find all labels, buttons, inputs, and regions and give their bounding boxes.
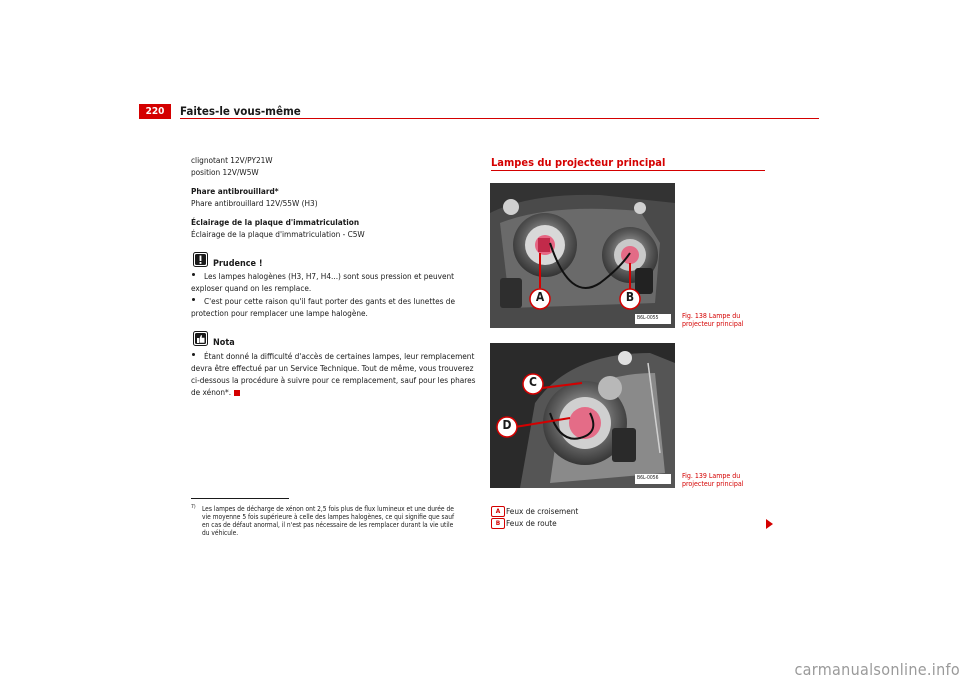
fog-light-text: Phare antibrouillard 12V/55W (H3) bbox=[191, 198, 318, 208]
figure-138-caption-line-1: Fig. 138 Lampe du bbox=[682, 312, 741, 320]
bullet-dot bbox=[192, 353, 195, 356]
plate-light-heading: Éclairage de la plaque d'immatriculation bbox=[191, 217, 360, 227]
figure-label-d: D bbox=[502, 418, 512, 432]
figure-label-c: C bbox=[529, 375, 537, 389]
fog-light-heading: Phare antibrouillard* bbox=[191, 186, 279, 196]
figure-139-caption-line-1: Fig. 139 Lampe du bbox=[682, 472, 741, 480]
caution-bullet-1-line-1: Les lampes halogènes (H3, H7, H4...) sont sous pression et peuvent bbox=[204, 271, 455, 281]
next-page-arrow-icon[interactable] bbox=[766, 519, 773, 529]
figure-label-a: A bbox=[535, 290, 545, 304]
note-line-1: Étant donné la difficulté d'accès de certaines lampes, leur remplacement bbox=[204, 351, 475, 361]
footnote-line-3: en cas de défaut anormal, il n'est pas nécessaire de les remplacer durant la vie utile bbox=[202, 521, 454, 529]
figure-code: B6L-0056 bbox=[637, 475, 659, 481]
figure-139 bbox=[490, 343, 675, 488]
bullet-dot bbox=[192, 273, 195, 276]
note-line-2: devra être effectué par un Service Technique. Tout de même, vous trouverez bbox=[191, 363, 474, 373]
figure-138 bbox=[490, 183, 675, 328]
legend-text-b: Feux de route bbox=[506, 518, 557, 528]
caution-bullet-2-line-1: C'est pour cette raison qu'il faut porter des gants et des lunettes de bbox=[204, 296, 456, 306]
bulb-line-2: position 12V/W5W bbox=[191, 167, 259, 177]
plate-light-text: Éclairage de la plaque d'immatriculation - C5W bbox=[191, 229, 365, 239]
caution-icon bbox=[193, 252, 208, 267]
note-line-3: ci-dessous la procédure à suivre pour ce remplacement, sauf pour les phares bbox=[191, 375, 476, 385]
figure-code: B6L-0055 bbox=[637, 315, 659, 321]
page-number: 220 bbox=[139, 104, 171, 119]
caution-title: Prudence ! bbox=[213, 259, 263, 269]
caution-bullet-2-line-2: protection pour remplacer une lampe halogène. bbox=[191, 308, 368, 318]
section-title: Lampes du projecteur principal bbox=[491, 156, 666, 169]
end-marker-icon bbox=[234, 390, 240, 396]
bullet-dot bbox=[192, 298, 195, 301]
figure-139-caption-line-2: projecteur principal bbox=[682, 480, 744, 488]
legend-key-a: A bbox=[491, 506, 505, 517]
legend-key-b: B bbox=[491, 518, 505, 529]
footnote-rule bbox=[191, 498, 289, 499]
footnote-line-2: vie moyenne 5 fois supérieure à celle des lampes halogènes, ce qui signifie que sauf bbox=[202, 513, 455, 521]
legend-text-a: Feux de croisement bbox=[506, 506, 579, 516]
note-line-4-text: de xénon*. bbox=[191, 387, 232, 397]
footnote-line-1: Les lampes de décharge de xénon ont 2,5 fois plus de flux lumineux et une durée de bbox=[202, 505, 454, 513]
note-title: Nota bbox=[213, 338, 235, 348]
watermark: carmanualsonline.info bbox=[794, 660, 960, 679]
page-title: Faites-le vous-même bbox=[180, 104, 301, 118]
footnote-marker: 7) bbox=[191, 504, 196, 510]
bulb-line-1: clignotant 12V/PY21W bbox=[191, 155, 273, 165]
note-icon bbox=[193, 331, 208, 346]
section-rule bbox=[491, 170, 765, 171]
caution-bullet-1-line-2: exploser quand on les remplace. bbox=[191, 283, 312, 293]
footnote-line-4: du véhicule. bbox=[202, 529, 239, 537]
header-rule bbox=[180, 118, 819, 119]
figure-label-b: B bbox=[625, 290, 635, 304]
figure-138-caption-line-2: projecteur principal bbox=[682, 320, 744, 328]
note-line-4 bbox=[191, 387, 240, 399]
